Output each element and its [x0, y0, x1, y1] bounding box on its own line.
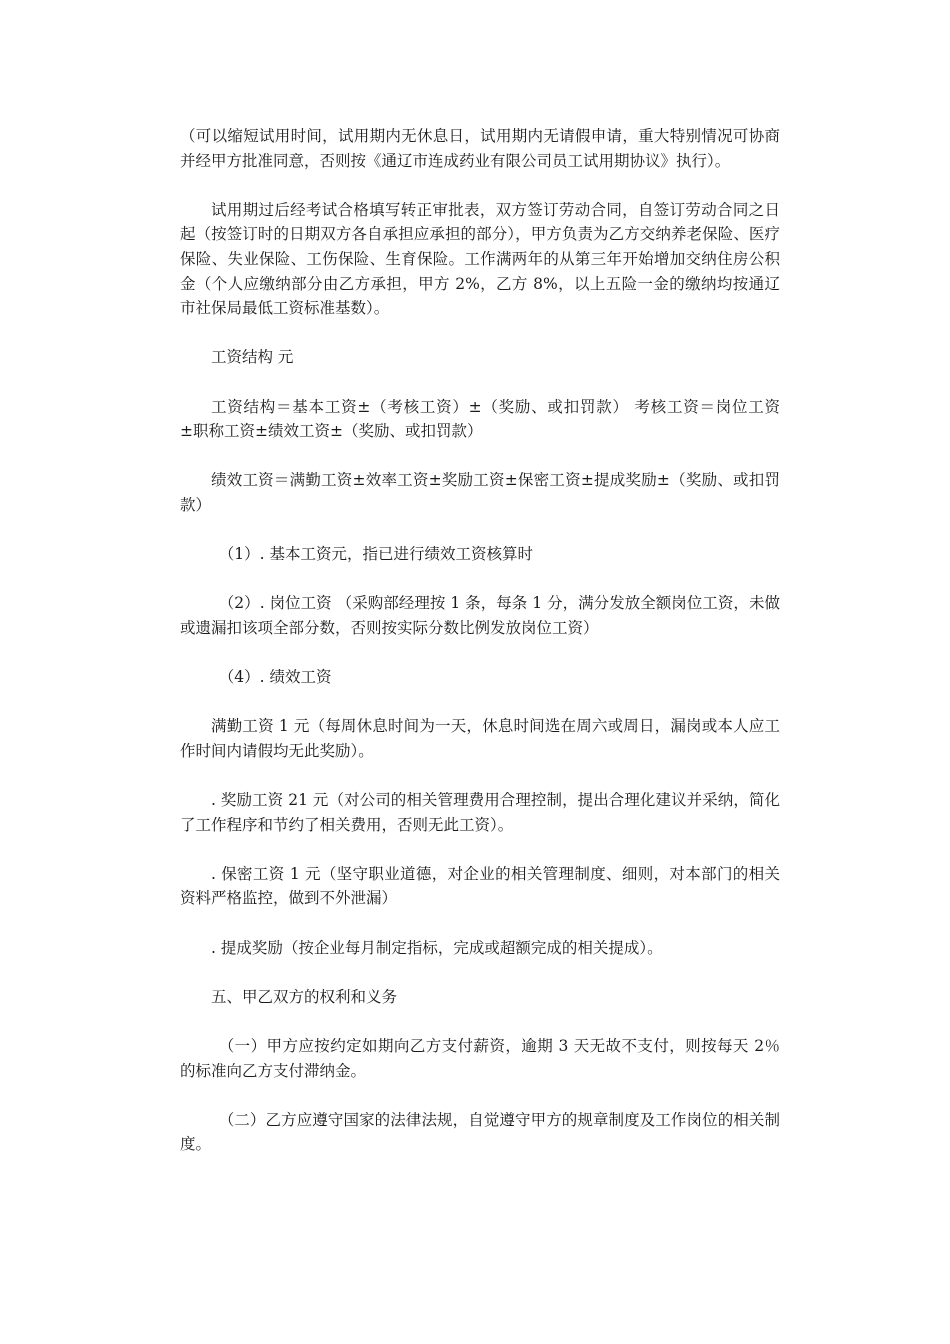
paragraph-social-insurance: 试用期过后经考试合格填写转正审批表，双方签订劳动合同，自签订劳动合同之日起（按签订时的日期双方各自承担应承担的部分），甲方负责为乙方交纳养老保险、医疗保险、失业保险、工伤保险、生育保险。工作满两年的从第三年开始增加交纳住房公积金（个人应缴纳部分由乙方承担，甲方 2%，乙方 8%，以上五险一金的缴纳均按通辽市社保局最低工资标准基数）。 [180, 200, 780, 318]
paragraph-salary-structure-heading: 工资结构 元 [211, 348, 294, 367]
paragraph-attendance-salary: 满勤工资 1 元（每周休息时间为一天，休息时间选在周六或周日，漏岗或本人应工作时间内请假均无此奖励）。 [180, 717, 780, 760]
paragraph-bonus-salary: . 奖励工资 21 元（对公司的相关管理费用合理控制，提出合理化建议并采纳，简化了工作程序和节约了相关费用，否则无此工资）。 [180, 791, 780, 834]
paragraph-position-salary: （2）. 岗位工资 （采购部经理按 1 条，每条 1 分，满分发放全额岗位工资，未做或遗漏扣该项全部分数，否则按实际分数比例发放岗位工资） [180, 594, 780, 637]
paragraph-base-salary: （1）. 基本工资元，指已进行绩效工资核算时 [218, 545, 533, 564]
paragraph-salary-formula: 工资结构＝基本工资±（考核工资）±（奖励、或扣罚款） 考核工资＝岗位工资±职称工资±绩效工资±（奖励、或扣罚款） [180, 397, 780, 441]
paragraph-party-a-obligation: （一）甲方应按约定如期向乙方支付薪资，逾期 3 天无故不支付，则按每天 2％的标准向乙方支付滞纳金。 [180, 1036, 780, 1080]
document-page [180, 124, 780, 1182]
paragraph-confidentiality-salary: . 保密工资 1 元（坚守职业道德，对企业的相关管理制度、细则，对本部门的相关资料严格监控，做到不外泄漏） [180, 864, 780, 908]
paragraph-performance-salary: （4）. 绩效工资 [218, 668, 332, 687]
paragraph-commission-bonus: . 提成奖励（按企业每月制定指标，完成或超额完成的相关提成）。 [211, 938, 663, 957]
paragraph-party-b-obligation: （二）乙方应遵守国家的法律法规，自觉遵守甲方的规章制度及工作岗位的相关制度。 [180, 1110, 780, 1154]
paragraph-probation-terms: （可以缩短试用时间，试用期内无休息日，试用期内无请假申请，重大特别情况可协商并经甲方批准同意，否则按《通辽市连成药业有限公司员工试用期协议》执行）。 [180, 127, 780, 170]
section-heading-rights-obligations: 五、甲乙双方的权利和义务 [211, 987, 398, 1006]
paragraph-performance-salary-formula: 绩效工资＝满勤工资±效率工资±奖励工资±保密工资±提成奖励±（奖励、或扣罚款） [180, 471, 780, 514]
